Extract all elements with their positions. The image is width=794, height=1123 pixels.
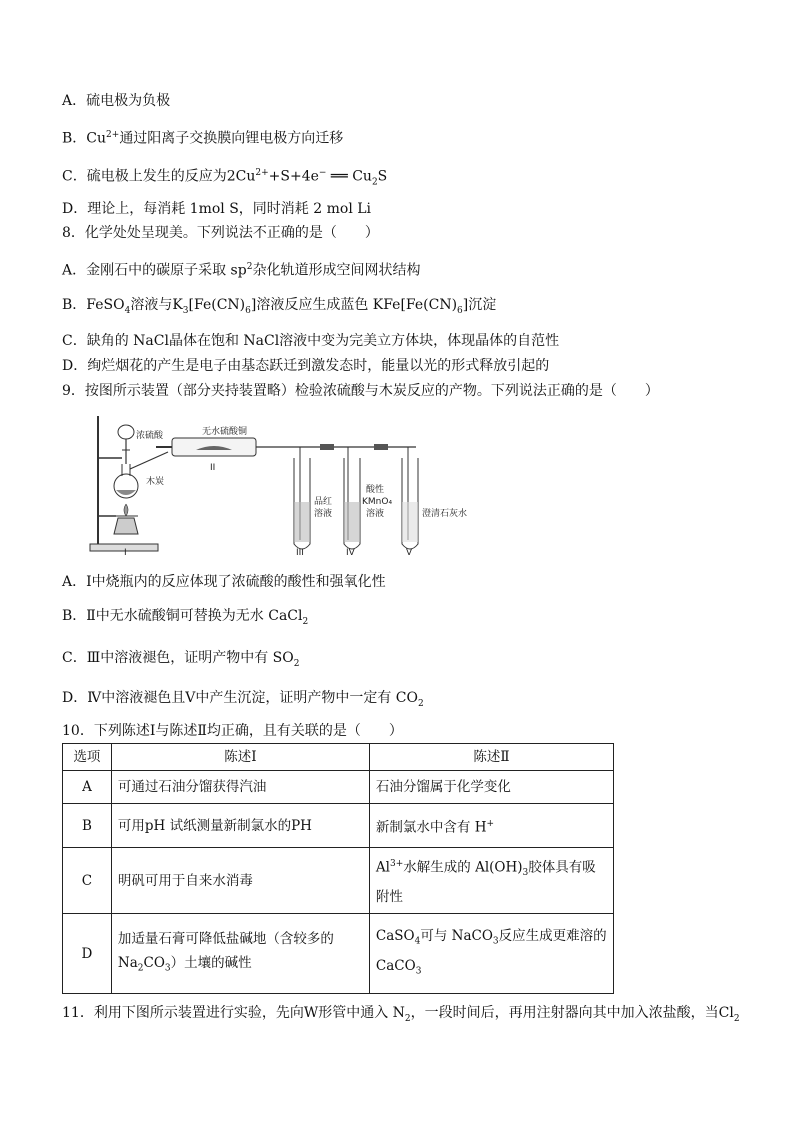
q9-d-text: D．Ⅳ中溶液褪色且Ⅴ中产生沉淀，证明产物中一定有 CO [62, 690, 418, 706]
label-III: III [296, 548, 304, 558]
q11-text-b: ，一段时间后，再用注射器向其中加入浓盐酸，当Cl [410, 1005, 734, 1021]
q8-option-c: C．缺角的 NaCl晶体在饱和 NaCl溶液中变为完美立方体块，体现晶体的自范性 [62, 333, 560, 349]
row-b-s2-sup: + [486, 818, 495, 829]
row-c-s2-b: 水解生成的 Al(OH) [403, 859, 523, 876]
label-IV: IV [346, 548, 355, 558]
q7-b-charge: 2+ [106, 130, 120, 140]
label-I: I [124, 548, 127, 558]
q7-option-c [62, 163, 387, 192]
q11-sub1: 2 [404, 1013, 411, 1024]
q9-option-b [62, 606, 308, 632]
q8-option-b [62, 295, 496, 321]
label-pinhong: 品红 [314, 497, 333, 507]
q7-c-sub: 2 [371, 177, 378, 188]
table-row [63, 848, 614, 914]
row-d-s1-sub1: 2 [137, 963, 144, 974]
label-charcoal: 木炭 [146, 477, 165, 487]
q11-sub2: 2 [733, 1013, 740, 1024]
q8-b-text: ]沉淀 [462, 297, 497, 313]
label-kmno4: KMnO₄ [362, 497, 393, 507]
q8-b-prefix: B．FeSO [62, 297, 125, 313]
label-conc-acid: 浓硫酸 [136, 431, 164, 441]
row-d-s1 [111, 914, 369, 994]
q8-option-a [62, 257, 420, 281]
row-b-s2 [369, 804, 613, 848]
row-b-s2-text: 新制氯水中含有 H [375, 819, 487, 836]
header-statement-2: 陈述Ⅱ [369, 744, 613, 771]
row-d-s1-c: ）土壤的碱性 [170, 954, 252, 971]
table-row [63, 914, 614, 994]
q7-option-d: D．理论上，每消耗 1mol S，同时消耗 2 mol Li [62, 201, 372, 217]
q7-c-cu: Cu [352, 168, 372, 185]
q9-b-sub: 2 [302, 616, 309, 627]
q8-a-text: 杂化轨道形成空间网状结构 [252, 262, 421, 279]
row-d-s2-a: CaSO [375, 928, 415, 944]
q9-option-d [62, 688, 424, 714]
row-a-s2: 石油分馏属于化学变化 [369, 771, 613, 804]
q9-c-sub: 2 [293, 658, 300, 669]
row-d-s1-a: 加适量石膏可降低盐碱地（含较多的 Na [117, 930, 334, 971]
row-d-s1-sub2: 3 [164, 963, 171, 974]
q8-b-mid1: 溶液与K [130, 297, 183, 313]
apparatus-figure [86, 412, 546, 558]
row-c-s2-sup: 3+ [390, 859, 404, 869]
q7-b-ion: Cu [86, 130, 107, 147]
q11-stem [62, 1003, 740, 1029]
row-d-option: D [63, 914, 112, 994]
label-anhydrous-cuso4: 无水硫酸铜 [202, 427, 248, 437]
q9-c-text: C．Ⅲ中溶液褪色，证明产物中有 SO [62, 650, 294, 666]
row-c-s1: 明矾可用于自来水消毒 [111, 848, 369, 914]
table-header-row [63, 744, 614, 771]
q8-b-mid3: ]溶液反应生成蓝色 KFe[Fe(CN) [250, 297, 458, 313]
q9-b-text: B．Ⅱ中无水硫酸铜可替换为无水 CaCl [62, 608, 303, 624]
label-rongye: 溶液 [314, 509, 333, 519]
row-d-s2-c: 反应生成更难溶的CaCO [375, 928, 607, 974]
q9-stem: 9．按图所示装置（部分夹持装置略）检验浓硫酸与木炭反应的产物。下列说法正确的是（ ） [62, 383, 659, 399]
label-II: II [210, 463, 216, 473]
row-b-option: B [63, 804, 112, 848]
row-d-s1-b: CO [143, 954, 165, 971]
q9-d-sub: 2 [417, 698, 424, 709]
q8-b-sub2: 3 [182, 305, 189, 316]
q8-b-sub3: 6 [245, 305, 251, 316]
q7-option-b [62, 125, 343, 149]
row-d-s2 [369, 914, 613, 994]
row-c-s2-a: Al [375, 859, 390, 876]
q10-stem: 10．下列陈述Ⅰ与陈述Ⅱ均正确，且有关联的是（ ） [62, 723, 403, 739]
row-a-option: A [63, 771, 112, 804]
q8-b-mid2: [Fe(CN) [188, 297, 246, 313]
q8-b-sub1: 4 [124, 305, 131, 316]
table-row [63, 771, 614, 804]
q7-c-mid: +S+4e [268, 168, 319, 185]
q9-option-a: A．Ⅰ中烧瓶内的反应体现了浓硫酸的酸性和强氧化性 [62, 574, 386, 590]
row-c-s2-c: 胶体具有吸附性 [375, 859, 596, 906]
q8-stem: 8．化学处处呈现美。下列说法不正确的是（ ） [62, 225, 379, 241]
q9-option-c [62, 648, 299, 674]
q8-a-prefix: A．金刚石中的碳原子采取 sp [62, 262, 247, 279]
q7-b-text: 通过阳离子交换膜向锂电极方向迁移 [119, 130, 344, 147]
q7-c-prefix: C．硫电极上发生的反应为2Cu [62, 168, 256, 185]
row-c-s2 [369, 848, 613, 914]
q7-c-post: S [377, 168, 388, 185]
q8-option-d: D．绚烂烟花的产生是电子由基态跃迁到激发态时，能量以光的形式释放引起的 [62, 358, 550, 374]
label-rongye2: 溶液 [366, 509, 385, 519]
row-b-s1: 可用pH 试纸测量新制氯水的PH [111, 804, 369, 848]
label-V: V [406, 548, 413, 558]
label-suanxing: 酸性 [366, 485, 385, 495]
q8-a-sup: 2 [246, 262, 253, 272]
q7-b-prefix: B． [62, 130, 87, 147]
row-d-s2-sub2: 3 [492, 936, 499, 947]
q7-c-equals: ══ [326, 168, 353, 185]
q7-c-charge2: − [318, 168, 327, 178]
table-row [63, 804, 614, 848]
q10-table [62, 743, 614, 994]
header-option: 选项 [63, 744, 112, 771]
row-a-s1: 可通过石油分馏获得汽油 [111, 771, 369, 804]
q7-c-charge1: 2+ [255, 168, 269, 178]
q11-text-a: 11．利用下图所示装置进行实验，先向W形管中通入 N [62, 1005, 405, 1021]
row-d-s2-sub3: 3 [415, 966, 422, 977]
label-limewater: 澄清石灰水 [422, 509, 468, 519]
header-statement-1: 陈述Ⅰ [111, 744, 369, 771]
q8-b-sub4: 6 [457, 305, 463, 316]
row-c-option: C [63, 848, 112, 914]
row-c-s2-sub: 3 [522, 868, 529, 879]
q7-option-a: A．硫电极为负极 [62, 93, 171, 109]
row-d-s2-b: 可与 NaCO [420, 928, 493, 944]
row-d-s2-sub1: 4 [414, 936, 421, 947]
